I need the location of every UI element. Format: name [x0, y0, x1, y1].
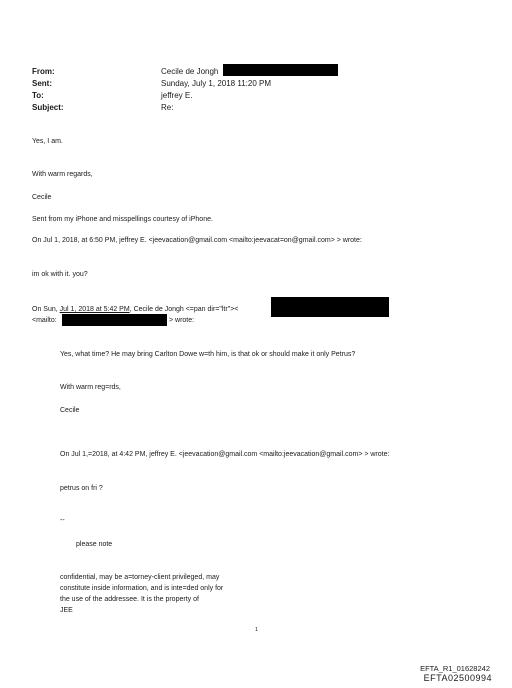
disclaimer-heading: please note: [76, 541, 113, 548]
disclaimer-line-4: JEE: [60, 607, 73, 614]
body-line-signature: Cecile: [32, 194, 52, 201]
redaction-email-2: [62, 314, 167, 326]
redaction-email-1: [271, 297, 389, 317]
quote-header-2-mailto-suffix: > wrote:: [169, 317, 195, 324]
body-line-ok: im ok with it. you?: [32, 271, 88, 278]
disclaimer-line-2: constitute inside information, and is inte=ded only for: [60, 585, 224, 592]
quote-header-2-prefix: On Sun,: [32, 306, 60, 313]
quote-header-2-suffix: , Cecile de Jongh <=pan dir="ltr"><: [129, 306, 239, 313]
quoted-line-signature: Cecile: [60, 407, 80, 414]
sent-value: Sunday, July 1, 2018 11:20 PM: [161, 79, 271, 88]
body-line-regards: With warm regards,: [32, 171, 93, 178]
page-number: 1: [255, 627, 259, 633]
quote-header-1: On Jul 1, 2018, at 6:50 PM, jeffrey E. <jeevacation@gmail.com <mailto:jeevacat=on@gmail.com> > wrote:: [32, 237, 362, 244]
quote-header-2-mailto-prefix: <mailto:: [32, 317, 57, 324]
bates-number-1: EFTA_R1_01628242: [420, 664, 490, 673]
quoted-line-regards: With warm reg=rds,: [60, 384, 121, 391]
body-line-reply: Yes, I am.: [32, 138, 63, 145]
quoted-line-petrus: petrus on fri ?: [60, 485, 103, 492]
quoted-line-time: Yes, what time? He may bring Carlton Dowe w=th him, is that ok or should make it only Petrus?: [60, 351, 356, 358]
signature-divider: --: [60, 517, 65, 524]
subject-value: Re:: [161, 103, 174, 112]
to-value: jeffrey E.: [161, 91, 193, 100]
bates-number-2: EFTA02500994: [423, 673, 492, 683]
quote-header-2-date: Jul 1, 2018 at 5:42 PM: [59, 306, 130, 313]
subject-label: Subject:: [32, 103, 64, 112]
disclaimer-line-1: confidential, may be a=torney-client privileged, may: [60, 574, 220, 581]
from-label: From:: [32, 67, 55, 76]
quote-header-3: On Jul 1,=2018, at 4:42 PM, jeffrey E. <jeevacation@gmail.com <mailto:jeevacation@gmail.com> > wrote:: [60, 451, 390, 458]
sent-label: Sent:: [32, 79, 52, 88]
from-value: Cecile de Jongh: [161, 67, 219, 76]
disclaimer-line-3: the use of the addressee. It is the property of: [60, 596, 199, 603]
body-line-sent-from: Sent from my iPhone and misspellings courtesy of iPhone.: [32, 216, 213, 223]
redaction-from: [223, 64, 338, 76]
quote-header-2: [32, 306, 238, 313]
to-label: To:: [32, 91, 44, 100]
